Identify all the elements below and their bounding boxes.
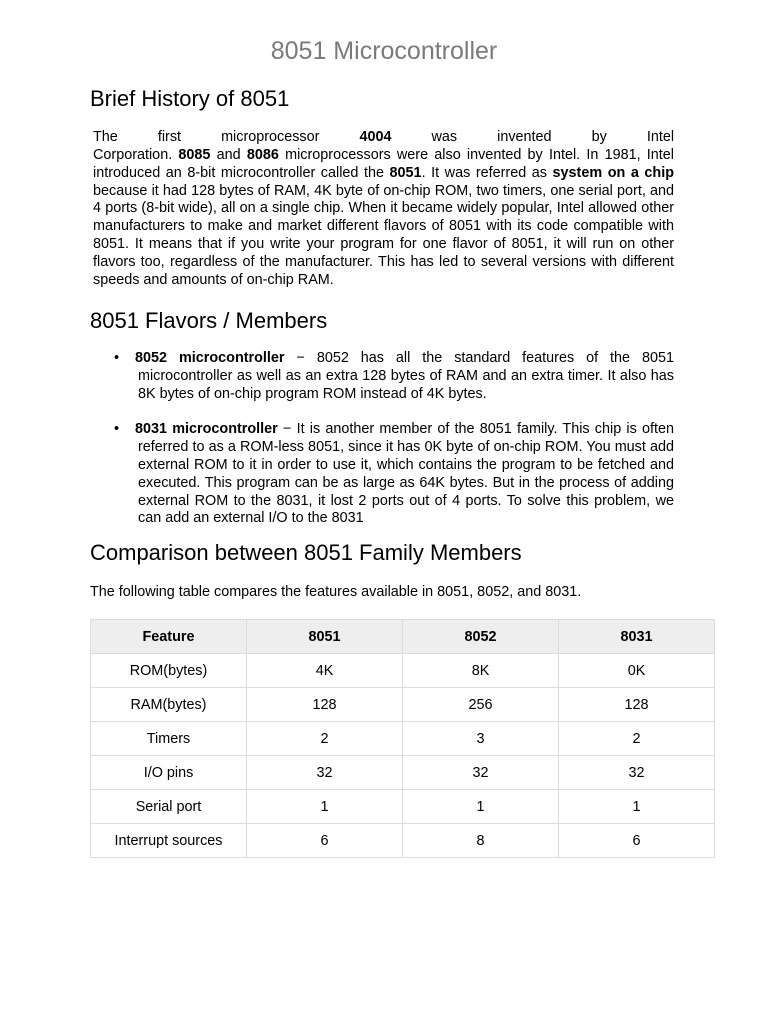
table-cell: 128 (247, 688, 403, 722)
flavors-list (114, 350, 674, 528)
table-cell: 1 (247, 790, 403, 824)
table-cell: 8K (403, 654, 559, 688)
table-cell: ROM(bytes) (91, 654, 247, 688)
table-cell: 32 (559, 756, 715, 790)
table-cell: 128 (559, 688, 715, 722)
column-header: 8051 (247, 620, 403, 654)
bullet: • (114, 350, 120, 366)
table-row (91, 722, 715, 756)
table-cell: 6 (559, 824, 715, 858)
flavor-description: − 8052 has all the standard features of the 8051 microcontroller as well as an extra 128 bytes of RAM and an extra timer. It also has 8K bytes of on-chip program ROM instead of 4K bytes. (138, 350, 674, 402)
table-cell: 256 (403, 688, 559, 722)
list-item (114, 350, 674, 403)
table-cell: Serial port (91, 790, 247, 824)
bold-8085: 8085 (178, 147, 211, 163)
flavor-name: 8031 microcontroller (135, 421, 278, 438)
list-item (114, 421, 674, 528)
table-cell: Timers (91, 722, 247, 756)
comparison-table (90, 619, 715, 858)
word: by (591, 129, 607, 145)
bold-4004: 4004 (359, 129, 392, 145)
bold-8086: 8086 (246, 147, 279, 163)
table-cell: I/O pins (91, 756, 247, 790)
comparison-intro: The following table compares the features available in 8051, 8052, and 8031. (90, 584, 582, 600)
table-header-row (91, 620, 715, 654)
text-run: . It was referred as (421, 164, 547, 181)
table-row (91, 824, 715, 858)
word: was (431, 129, 458, 145)
table-cell: 6 (247, 824, 403, 858)
table-cell: 2 (247, 722, 403, 756)
flavor-name: 8052 microcontroller (135, 350, 285, 366)
bold-8051: 8051 (389, 164, 422, 181)
column-header: Feature (91, 620, 247, 654)
table-row (91, 790, 715, 824)
table-cell: 4K (247, 654, 403, 688)
word: microprocessor (221, 129, 320, 145)
history-body (93, 147, 674, 289)
table-cell: 1 (403, 790, 559, 824)
table-cell: 1 (559, 790, 715, 824)
history-heading: Brief History of 8051 (90, 86, 290, 111)
word: The (93, 129, 118, 145)
text-run: Corporation. (93, 147, 173, 163)
table-cell: 32 (247, 756, 403, 790)
table-cell: 3 (403, 722, 559, 756)
history-line-1 (93, 129, 674, 147)
comparison-heading: Comparison between 8051 Family Members (90, 540, 522, 565)
table-cell: 2 (559, 722, 715, 756)
word: invented (497, 129, 552, 145)
table-cell: 8 (403, 824, 559, 858)
table-row (91, 654, 715, 688)
table-row (91, 688, 715, 722)
table-cell: 0K (559, 654, 715, 688)
word: first (157, 129, 182, 145)
flavors-heading: 8051 Flavors / Members (90, 308, 328, 333)
text-run: microprocessors were also invented by Intel. In 1981, Intel introduced an 8-bit microcontroller called the (93, 147, 675, 181)
bullet: • (114, 421, 120, 438)
column-header: 8052 (403, 620, 559, 654)
column-header: 8031 (559, 620, 715, 654)
table-row (91, 756, 715, 790)
text-run: and (216, 147, 241, 163)
table-cell: RAM(bytes) (91, 688, 247, 722)
table-cell: Interrupt sources (91, 824, 247, 858)
bold-system-on-a-chip: system on a chip (552, 164, 674, 181)
text-run: because it had 128 bytes of RAM, 4K byte of on-chip ROM, two timers, one serial port, and 4 ports (8-bit wide), all on a single chip. When it became widely popular, Intel allowed other manufacturers to make and market different flavors of 8051 with its code compatible with 8051. It means that if you write your program for one flavor of 8051, it will run on other flavors too, regardless of the manufacturer. This has led to several versions with different speeds and amounts of on-chip RAM. (93, 182, 674, 288)
page-title: 8051 Microcontroller (270, 37, 498, 65)
table-cell: 32 (403, 756, 559, 790)
flavor-description: − It is another member of the 8051 family. This chip is often referred to as a ROM-less 8051, since it has 0K byte of on-chip ROM. You must add external ROM to it in order to use it, which contains the program to be fetched and executed. This program can be as large as 64K bytes. But in the process of adding external ROM to the 8031, it lost 2 ports out of 4 ports. To solve this problem, we can add an external I/O to the 8031 (138, 421, 675, 527)
word: Intel (646, 129, 675, 145)
